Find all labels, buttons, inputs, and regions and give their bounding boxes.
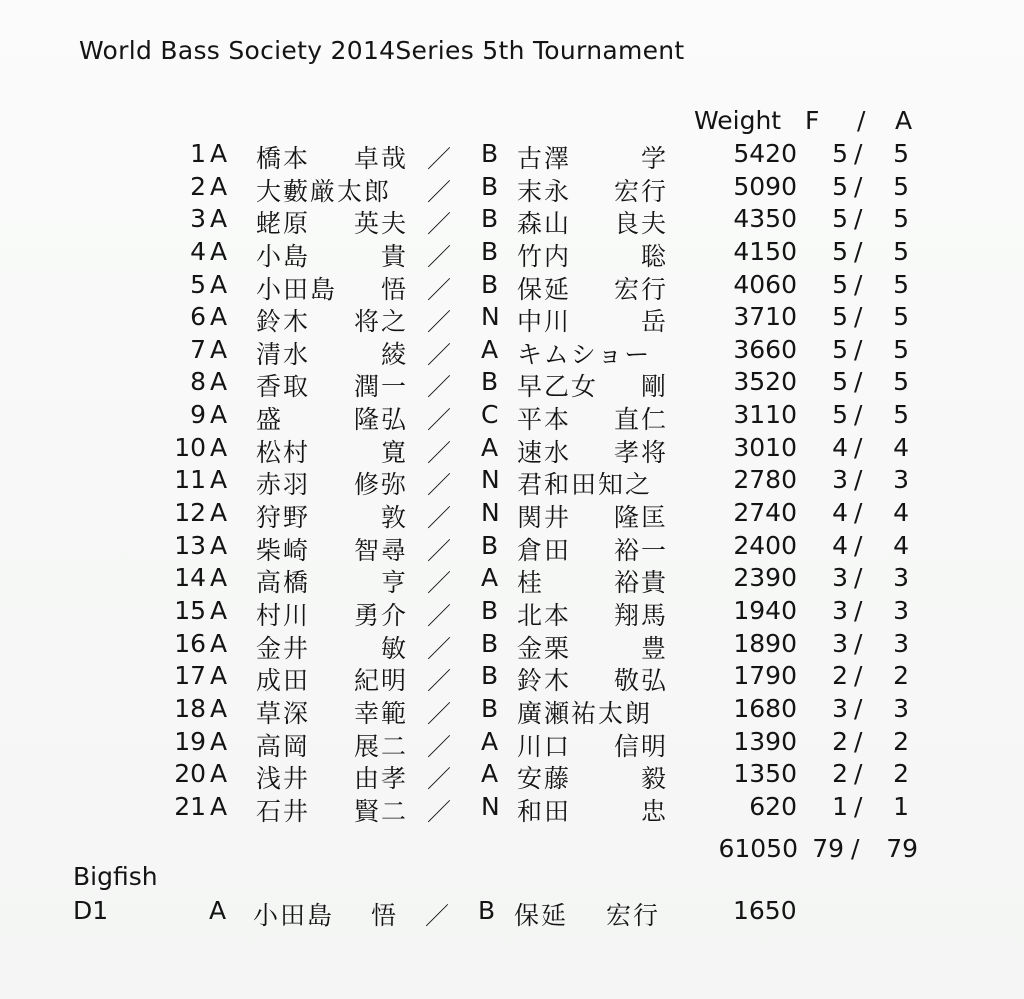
team-b: A bbox=[481, 432, 499, 462]
team-a: A bbox=[210, 726, 228, 756]
weight: 4060 bbox=[733, 269, 797, 299]
bigfish-angler2-given: 宏行 bbox=[606, 901, 661, 930]
angler2-family: 保延 bbox=[517, 274, 572, 304]
rank: 18 bbox=[174, 693, 206, 723]
fa-slash: / bbox=[854, 693, 863, 723]
team-b: B bbox=[481, 139, 499, 168]
fish-f: 3 bbox=[832, 465, 848, 495]
rank: 13 bbox=[174, 530, 206, 560]
rank: 21 bbox=[174, 791, 206, 821]
pair-separator: ／ bbox=[427, 177, 451, 206]
rank: 7 bbox=[190, 334, 206, 364]
fish-f: 2 bbox=[832, 661, 848, 691]
results-table bbox=[0, 137, 1024, 826]
angler1-family: 石井 bbox=[256, 796, 311, 826]
pair-separator: ／ bbox=[427, 340, 451, 369]
angler1-family: 清水 bbox=[256, 339, 311, 369]
rank: 1 bbox=[190, 139, 206, 168]
team-a: A bbox=[210, 400, 228, 430]
total-a: 79 bbox=[886, 834, 918, 863]
angler1-given: 勇介 bbox=[353, 600, 408, 630]
pair-separator: ／ bbox=[427, 471, 451, 500]
team-b: B bbox=[481, 204, 499, 234]
weight: 3660 bbox=[733, 334, 797, 364]
angler1-family: 鈴木 bbox=[256, 307, 311, 337]
angler1-given: 寛 bbox=[380, 437, 408, 467]
angler2-family: 関井 bbox=[517, 503, 572, 533]
fish-a: 5 bbox=[893, 139, 909, 168]
angler1-family: 小島 bbox=[256, 241, 311, 271]
fa-slash: / bbox=[854, 595, 863, 625]
team-b: A bbox=[481, 563, 499, 593]
fish-a: 5 bbox=[893, 302, 909, 332]
table-row bbox=[0, 365, 1024, 402]
bigfish-angler2-family: 保延 bbox=[514, 901, 569, 930]
pair-separator: ／ bbox=[427, 797, 451, 826]
pair-separator: ／ bbox=[427, 504, 451, 533]
fish-f: 3 bbox=[832, 563, 848, 593]
angler2-family: 森山 bbox=[517, 209, 572, 239]
team-b: B bbox=[481, 661, 499, 691]
angler1-given: 智尋 bbox=[353, 535, 408, 565]
fish-a: 5 bbox=[893, 204, 909, 234]
angler2-given: 豊 bbox=[640, 633, 668, 663]
angler1-given: 卓哉 bbox=[353, 144, 408, 173]
fish-f: 5 bbox=[832, 334, 848, 364]
bigfish-angler1-family: 小田島 bbox=[253, 901, 335, 930]
fish-a: 5 bbox=[893, 269, 909, 299]
fa-slash: / bbox=[854, 465, 863, 495]
angler2-given: 宏行 bbox=[613, 274, 668, 304]
fish-a: 5 bbox=[893, 367, 909, 397]
weight: 3520 bbox=[733, 367, 797, 397]
pair-separator: ／ bbox=[427, 406, 451, 435]
team-b: A bbox=[481, 334, 499, 364]
angler1-family: 浅井 bbox=[256, 764, 311, 794]
table-row bbox=[0, 333, 1024, 369]
fish-a: 4 bbox=[893, 530, 909, 560]
weight: 3710 bbox=[733, 302, 797, 332]
rank: 9 bbox=[190, 400, 206, 430]
fa-slash: / bbox=[854, 563, 863, 593]
team-a: A bbox=[210, 595, 228, 625]
fish-a: 5 bbox=[893, 334, 909, 364]
fish-f: 5 bbox=[832, 367, 848, 397]
team-a: A bbox=[210, 693, 228, 723]
table-row bbox=[0, 431, 1024, 467]
angler1-family: 金井 bbox=[256, 633, 311, 663]
fish-f: 1 bbox=[832, 791, 848, 821]
angler2-given: 毅 bbox=[640, 764, 668, 794]
rank: 6 bbox=[190, 302, 206, 332]
weight: 4350 bbox=[733, 204, 797, 234]
table-row bbox=[0, 268, 1024, 304]
angler1-given: 敏 bbox=[380, 633, 408, 663]
table-row bbox=[0, 757, 1024, 794]
weight: 1940 bbox=[733, 595, 797, 625]
table-row bbox=[0, 170, 1024, 206]
fish-f: 5 bbox=[832, 171, 848, 201]
fish-a: 3 bbox=[893, 595, 909, 625]
fish-a: 5 bbox=[893, 400, 909, 430]
angler1-family: 高岡 bbox=[256, 731, 311, 761]
fish-a: 1 bbox=[893, 791, 909, 821]
team-a: A bbox=[210, 661, 228, 691]
team-a: A bbox=[210, 171, 228, 201]
fa-slash: / bbox=[854, 302, 863, 332]
fish-f: 4 bbox=[832, 530, 848, 560]
angler2-family: 早乙女 bbox=[517, 372, 599, 402]
rank: 10 bbox=[174, 432, 206, 462]
fish-a: 2 bbox=[893, 661, 909, 691]
team-a: A bbox=[210, 498, 228, 528]
weight: 5090 bbox=[733, 171, 797, 201]
weight: 620 bbox=[749, 791, 797, 821]
angler1-family: 赤羽 bbox=[256, 470, 311, 500]
team-a: A bbox=[210, 465, 228, 495]
fa-slash: / bbox=[854, 530, 863, 560]
angler2-family: 中川 bbox=[517, 307, 572, 337]
pair-separator: ／ bbox=[427, 667, 451, 696]
bigfish-row bbox=[0, 896, 1024, 930]
fish-f: 3 bbox=[832, 595, 848, 625]
fish-a: 5 bbox=[893, 171, 909, 201]
pair-separator: ／ bbox=[427, 210, 451, 239]
angler1-family: 草深 bbox=[256, 698, 311, 728]
team-b: B bbox=[481, 693, 499, 723]
angler2-given: 良夫 bbox=[613, 209, 668, 239]
pair-separator: ／ bbox=[427, 242, 451, 271]
angler1-family: 狩野 bbox=[256, 503, 311, 533]
team-a: A bbox=[210, 236, 228, 266]
team-a: A bbox=[210, 204, 228, 234]
fa-slash: / bbox=[854, 236, 863, 266]
header-slash: / bbox=[857, 106, 866, 135]
team-b: B bbox=[481, 628, 499, 658]
fish-a: 3 bbox=[893, 563, 909, 593]
team-a: A bbox=[210, 791, 228, 821]
weight: 3010 bbox=[733, 432, 797, 462]
angler1-given: 潤一 bbox=[353, 372, 408, 402]
team-b: B bbox=[481, 367, 499, 397]
team-a: A bbox=[210, 367, 228, 397]
rank: 4 bbox=[190, 236, 206, 266]
bigfish-pair-separator: ／ bbox=[425, 902, 449, 930]
fa-slash: / bbox=[854, 204, 863, 234]
angler2-given: 隆匡 bbox=[613, 503, 668, 533]
table-row bbox=[0, 659, 1024, 696]
angler2-given: 裕一 bbox=[613, 535, 668, 565]
rank: 3 bbox=[190, 204, 206, 234]
table-row bbox=[0, 561, 1024, 598]
team-b: B bbox=[481, 236, 499, 266]
weight: 3110 bbox=[733, 400, 797, 430]
angler2-given: 裕貴 bbox=[613, 568, 668, 598]
angler1-given: 修弥 bbox=[353, 470, 408, 500]
angler2-family: 君和田知之 bbox=[517, 470, 653, 500]
fa-slash: / bbox=[854, 334, 863, 364]
rank: 14 bbox=[174, 563, 206, 593]
bigfish-weight: 1650 bbox=[733, 896, 797, 925]
team-b: B bbox=[481, 269, 499, 299]
team-a: A bbox=[210, 530, 228, 560]
fa-slash: / bbox=[854, 432, 863, 462]
angler1-given: 亨 bbox=[380, 568, 408, 598]
angler2-family: 速水 bbox=[517, 437, 572, 467]
fa-slash: / bbox=[854, 726, 863, 756]
header-weight: Weight bbox=[694, 106, 782, 135]
angler1-given: 隆弘 bbox=[353, 405, 408, 435]
weight: 2400 bbox=[733, 530, 797, 560]
fish-f: 5 bbox=[832, 400, 848, 430]
weight: 1890 bbox=[733, 628, 797, 658]
angler2-family: 鈴木 bbox=[517, 666, 572, 696]
team-b: N bbox=[481, 465, 500, 495]
angler2-family: 和田 bbox=[517, 796, 572, 826]
angler2-given: 学 bbox=[640, 144, 668, 173]
pair-separator: ／ bbox=[427, 275, 451, 304]
fish-f: 4 bbox=[832, 498, 848, 528]
angler2-family: 末永 bbox=[517, 176, 572, 206]
weight: 1350 bbox=[733, 759, 797, 789]
fish-f: 3 bbox=[832, 693, 848, 723]
table-row bbox=[0, 725, 1024, 761]
bigfish-team-a: A bbox=[209, 896, 227, 925]
bigfish-angler1-given: 悟 bbox=[371, 901, 399, 930]
pair-separator: ／ bbox=[427, 765, 451, 794]
team-b: B bbox=[481, 530, 499, 560]
angler2-family: 古澤 bbox=[517, 144, 572, 173]
fish-a: 2 bbox=[893, 726, 909, 756]
table-row bbox=[0, 300, 1024, 337]
angler2-given: 信明 bbox=[613, 731, 668, 761]
pair-separator: ／ bbox=[427, 732, 451, 761]
rank: 20 bbox=[174, 759, 206, 789]
rank: 15 bbox=[174, 595, 206, 625]
angler1-family: 柴崎 bbox=[256, 535, 311, 565]
angler1-given: 英夫 bbox=[353, 209, 408, 239]
fa-slash: / bbox=[854, 661, 863, 691]
rank: 8 bbox=[190, 367, 206, 397]
angler1-family: 蛯原 bbox=[256, 209, 311, 239]
table-row bbox=[0, 594, 1024, 630]
table-row bbox=[0, 627, 1024, 663]
table-row bbox=[0, 463, 1024, 500]
team-a: A bbox=[210, 628, 228, 658]
team-b: N bbox=[481, 498, 500, 528]
angler2-family: 廣瀬祐太朗 bbox=[517, 698, 653, 728]
angler1-family: 盛 bbox=[256, 405, 284, 435]
weight: 5420 bbox=[733, 139, 797, 168]
team-a: A bbox=[210, 139, 228, 168]
team-b: B bbox=[481, 595, 499, 625]
totals-row bbox=[0, 832, 1024, 866]
table-row bbox=[0, 496, 1024, 533]
angler1-given: 由孝 bbox=[353, 764, 408, 794]
team-a: A bbox=[210, 334, 228, 364]
total-f: 79 bbox=[812, 834, 844, 863]
angler2-family: 桂 bbox=[517, 568, 545, 598]
angler1-family: 橋本 bbox=[256, 144, 311, 173]
angler2-family: 金栗 bbox=[517, 633, 572, 663]
rank: 12 bbox=[174, 498, 206, 528]
fish-a: 4 bbox=[893, 432, 909, 462]
fish-f: 5 bbox=[832, 204, 848, 234]
weight: 1790 bbox=[733, 661, 797, 691]
angler2-given: 翔馬 bbox=[613, 600, 668, 630]
weight: 1680 bbox=[733, 693, 797, 723]
team-b: B bbox=[481, 171, 499, 201]
fish-f: 2 bbox=[832, 759, 848, 789]
fish-f: 5 bbox=[832, 302, 848, 332]
pair-separator: ／ bbox=[427, 699, 451, 728]
table-row bbox=[0, 202, 1024, 239]
angler2-given: 敬弘 bbox=[613, 666, 668, 696]
fa-slash: / bbox=[854, 400, 863, 430]
bigfish-team-b: B bbox=[478, 896, 496, 925]
team-b: A bbox=[481, 726, 499, 756]
team-a: A bbox=[210, 302, 228, 332]
angler1-given: 敦 bbox=[380, 503, 408, 533]
angler1-given: 悟 bbox=[380, 274, 408, 304]
angler1-given: 展二 bbox=[353, 731, 408, 761]
fish-a: 4 bbox=[893, 498, 909, 528]
angler1-given: 幸範 bbox=[353, 698, 408, 728]
team-a: A bbox=[210, 432, 228, 462]
header-f: F bbox=[805, 106, 820, 135]
fish-a: 5 bbox=[893, 236, 909, 266]
weight: 2740 bbox=[733, 498, 797, 528]
fish-a: 3 bbox=[893, 465, 909, 495]
bigfish-label: Bigfish bbox=[73, 862, 158, 891]
team-a: A bbox=[210, 563, 228, 593]
fish-f: 5 bbox=[832, 269, 848, 299]
header-a: A bbox=[895, 106, 913, 135]
weight: 1390 bbox=[733, 726, 797, 756]
team-b: N bbox=[481, 791, 500, 821]
angler2-family: 北本 bbox=[517, 600, 572, 630]
total-slash: / bbox=[851, 834, 860, 863]
angler2-family: 倉田 bbox=[517, 535, 572, 565]
fish-a: 3 bbox=[893, 628, 909, 658]
angler2-family: キムショー bbox=[517, 339, 652, 369]
pair-separator: ／ bbox=[427, 569, 451, 598]
pair-separator: ／ bbox=[427, 145, 451, 173]
table-row bbox=[0, 790, 1024, 826]
fish-f: 5 bbox=[832, 139, 848, 168]
angler2-given: 宏行 bbox=[613, 176, 668, 206]
angler1-family: 小田島 bbox=[256, 274, 338, 304]
angler1-given: 貴 bbox=[380, 241, 408, 271]
team-b: C bbox=[481, 400, 499, 430]
fish-f: 3 bbox=[832, 628, 848, 658]
bigfish-division: D1 bbox=[73, 896, 109, 925]
rank: 5 bbox=[190, 269, 206, 299]
team-b: N bbox=[481, 302, 500, 332]
angler1-family: 大藪厳太郎 bbox=[256, 176, 392, 206]
angler2-family: 川口 bbox=[517, 731, 572, 761]
document-title: World Bass Society 2014Series 5th Tournament bbox=[79, 36, 685, 65]
fa-slash: / bbox=[854, 139, 863, 168]
angler1-given: 賢二 bbox=[353, 796, 408, 826]
angler2-given: 直仁 bbox=[613, 405, 668, 435]
angler2-given: 岳 bbox=[640, 307, 668, 337]
weight: 2390 bbox=[733, 563, 797, 593]
weight: 2780 bbox=[733, 465, 797, 495]
fa-slash: / bbox=[854, 759, 863, 789]
angler1-given: 将之 bbox=[353, 307, 408, 337]
angler1-family: 成田 bbox=[256, 666, 311, 696]
angler2-given: 剛 bbox=[640, 372, 668, 402]
angler2-given: 聡 bbox=[640, 241, 668, 271]
fa-slash: / bbox=[854, 628, 863, 658]
pair-separator: ／ bbox=[427, 601, 451, 630]
angler2-given: 孝将 bbox=[613, 437, 668, 467]
pair-separator: ／ bbox=[427, 634, 451, 663]
fa-slash: / bbox=[854, 171, 863, 201]
angler2-family: 安藤 bbox=[517, 764, 572, 794]
angler1-family: 香取 bbox=[256, 372, 311, 402]
weight: 4150 bbox=[733, 236, 797, 266]
fa-slash: / bbox=[854, 791, 863, 821]
fa-slash: / bbox=[854, 269, 863, 299]
total-weight: 61050 bbox=[718, 834, 798, 863]
angler2-given: 忠 bbox=[640, 796, 668, 826]
table-row bbox=[0, 529, 1024, 565]
fish-f: 2 bbox=[832, 726, 848, 756]
rank: 17 bbox=[174, 661, 206, 691]
fish-f: 4 bbox=[832, 432, 848, 462]
angler2-family: 竹内 bbox=[517, 241, 572, 271]
table-row bbox=[0, 235, 1024, 271]
angler2-family: 平本 bbox=[517, 405, 572, 435]
fa-slash: / bbox=[854, 367, 863, 397]
pair-separator: ／ bbox=[427, 373, 451, 402]
angler1-family: 松村 bbox=[256, 437, 311, 467]
team-a: A bbox=[210, 759, 228, 789]
pair-separator: ／ bbox=[427, 308, 451, 337]
angler1-given: 綾 bbox=[380, 339, 408, 369]
rank: 16 bbox=[174, 628, 206, 658]
fish-a: 3 bbox=[893, 693, 909, 723]
team-b: A bbox=[481, 759, 499, 789]
angler1-given: 紀明 bbox=[353, 666, 408, 696]
angler1-family: 高橋 bbox=[256, 568, 311, 598]
rank: 19 bbox=[174, 726, 206, 756]
table-row bbox=[0, 137, 1024, 173]
pair-separator: ／ bbox=[427, 536, 451, 565]
fa-slash: / bbox=[854, 498, 863, 528]
fish-f: 5 bbox=[832, 236, 848, 266]
fish-a: 2 bbox=[893, 759, 909, 789]
pair-separator: ／ bbox=[427, 438, 451, 467]
table-row bbox=[0, 398, 1024, 435]
team-a: A bbox=[210, 269, 228, 299]
rank: 2 bbox=[190, 171, 206, 201]
angler1-family: 村川 bbox=[256, 600, 311, 630]
table-row bbox=[0, 692, 1024, 728]
rank: 11 bbox=[174, 465, 206, 495]
